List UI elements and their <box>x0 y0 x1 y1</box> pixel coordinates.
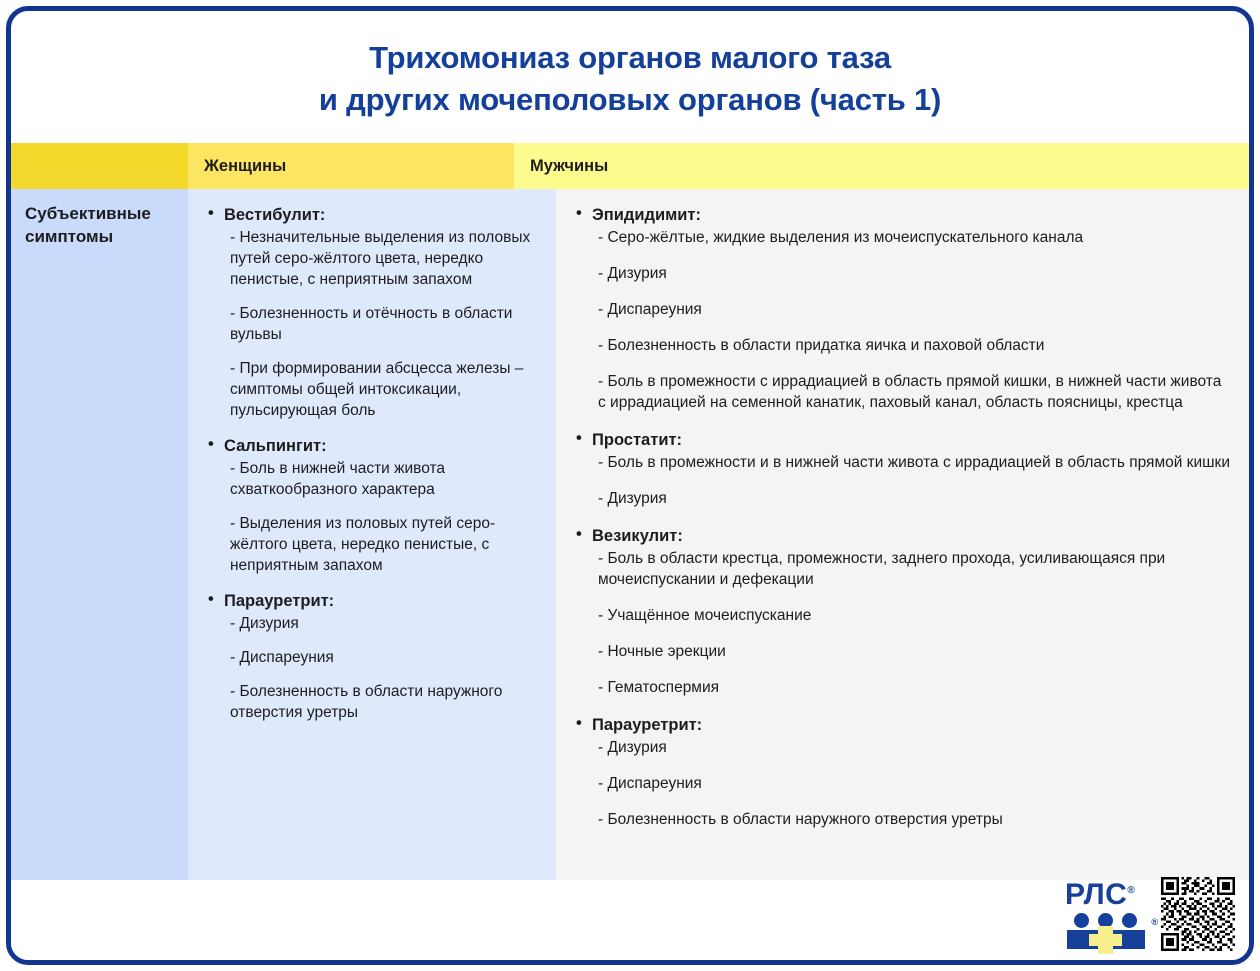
bullet-icon: • <box>576 428 582 447</box>
page-title <box>11 11 1249 143</box>
symptom-item: - Болезненность в области наружного отверстия уретры <box>230 682 503 721</box>
symptom-item: - Дизурия <box>598 489 667 507</box>
symptom-group-heading <box>208 590 542 612</box>
person-head-icon <box>1122 913 1137 928</box>
symptom-item: - Серо-жёлтые, жидкие выделения из мочеиспускательного канала <box>598 229 1084 247</box>
footer <box>11 880 1249 960</box>
symptom-item: - Боль в промежности с иррадиацией в область прямой кишки, в нижней части живота с иррадиацией на семенной канатик, паховый канал, область поясницы, крестца <box>598 372 1222 411</box>
symptom-group-heading <box>576 714 1233 736</box>
symptom-group-heading-text: Вестибулит: <box>224 206 326 224</box>
symptom-group-heading <box>576 429 1233 451</box>
symptom-group-heading-text: Парауретрит: <box>592 715 703 734</box>
women-column <box>188 189 556 887</box>
symptom-item: - Болезненность в области придатка яичка и паховой области <box>598 337 1045 355</box>
symptom-group-heading-text: Везикулит: <box>592 526 683 545</box>
infographic-card <box>6 6 1254 965</box>
symptom-item: - Учащённое мочеиспускание <box>598 607 812 625</box>
symptom-group <box>576 429 1233 510</box>
bullet-icon: • <box>576 524 582 543</box>
header-cell-men <box>514 143 1249 189</box>
header-women-text: Женщины <box>204 156 287 175</box>
symptom-group <box>576 525 1233 699</box>
symptom-item: - Болезненность в области наружного отверстия уретры <box>598 810 1003 828</box>
qr-code-icon[interactable] <box>1161 877 1235 951</box>
symptom-item: - Дизурия <box>230 614 299 632</box>
symptom-group-heading-text: Парауретрит: <box>224 591 335 610</box>
symptom-group-heading <box>576 525 1233 547</box>
symptom-group-heading <box>576 204 1233 226</box>
symptom-group <box>576 714 1233 831</box>
symptom-group <box>576 204 1233 414</box>
symptom-group <box>208 204 542 422</box>
title-line-2: и других мочеполовых органов (часть 1) <box>318 82 942 117</box>
symptom-item: - При формировании абсцесса железы – симптомы общей интоксикации, пульсирующая боль <box>230 359 524 419</box>
rls-logo <box>1065 878 1158 952</box>
men-column <box>556 189 1249 887</box>
row-label-text: Субъективные симптомы <box>25 204 151 246</box>
symptom-item: - Боль в области крестца, промежности, заднего прохода, усиливающаяся при мочеиспускании и дефекации <box>598 550 1166 589</box>
header-cell-women <box>188 143 514 189</box>
symptom-item: - Боль в промежности и в нижней части живота с иррадиацией в область прямой кишки <box>598 454 1230 472</box>
rls-name: РЛС <box>1065 878 1128 911</box>
symptom-group <box>208 590 542 724</box>
title-line-1: Трихомониаз органов малого таза <box>369 40 891 76</box>
symptom-item: - Болезненность и отёчность в области вульвы <box>230 305 513 343</box>
table-body-row <box>11 189 1249 887</box>
symptom-item: - Диспареуния <box>230 648 334 666</box>
symptom-item: - Выделения из половых путей серо-жёлтого цвета, нередко пенистые, с неприятным запахом <box>230 514 496 574</box>
header-cell-label <box>11 143 188 189</box>
symptom-item: - Ночные эрекции <box>598 642 726 660</box>
rls-wordmark <box>1065 880 1135 910</box>
symptom-item: - Дизурия <box>598 739 667 757</box>
symptom-item: - Гематоспермия <box>598 678 720 696</box>
symptom-item: - Диспареуния <box>598 301 702 319</box>
symptom-group-heading-text: Сальпингит: <box>224 436 327 455</box>
registered-small-icon: ® <box>1151 917 1158 927</box>
table-header-row <box>11 143 1249 189</box>
symptom-group-heading-text: Эпидидимит: <box>592 206 702 224</box>
row-label-cell <box>11 189 188 887</box>
symptom-group-heading <box>208 204 542 226</box>
person-head-icon <box>1074 913 1089 928</box>
rls-emblem-icon <box>1065 913 1158 949</box>
symptom-item: - Боль в нижней части живота схваткообразного характера <box>230 459 446 498</box>
bullet-icon: • <box>576 204 582 222</box>
symptom-group-heading-text: Простатит: <box>592 430 683 449</box>
symptom-item: - Незначительные выделения из половых путей серо-жёлтого цвета, нередко пенистые, с неприятным запахом <box>230 229 531 289</box>
symptom-group <box>208 435 542 577</box>
registered-icon: ® <box>1127 885 1136 896</box>
bullet-icon: • <box>208 204 214 222</box>
medical-cross-icon <box>1089 934 1122 946</box>
symptom-group-heading <box>208 435 542 457</box>
bullet-icon: • <box>208 589 214 608</box>
header-men-text: Мужчины <box>530 156 609 175</box>
symptom-item: - Диспареуния <box>598 774 702 792</box>
bullet-icon: • <box>208 434 214 453</box>
qr-code-svg <box>1161 877 1235 951</box>
bullet-icon: • <box>576 713 582 732</box>
symptom-item: - Дизурия <box>598 265 667 283</box>
